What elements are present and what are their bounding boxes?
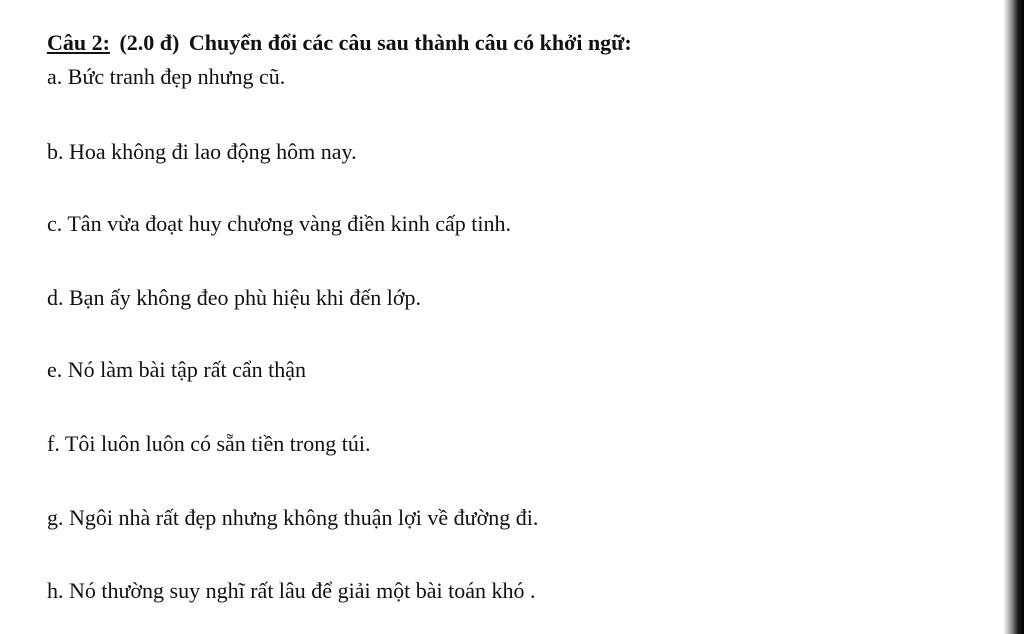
sentence-item-h: h. Nó thường suy nghĩ rất lâu để giải một bài toán khó . — [47, 578, 536, 603]
sentence-item-a: a. Bức tranh đẹp nhưng cũ. — [47, 64, 286, 89]
sentence-item-f: f. Tôi luôn luôn có sẵn tiền trong túi. — [47, 431, 371, 456]
question-instruction: Chuyển đổi các câu sau thành câu có khởi ngữ: — [188, 30, 632, 55]
sentence-item-e: e. Nó làm bài tập rất cẩn thận — [47, 357, 307, 382]
question-header — [47, 28, 632, 58]
screen-edge-shadow — [1004, 0, 1024, 634]
question-number: Câu 2: — [47, 30, 110, 55]
sentence-item-g: g. Ngôi nhà rất đẹp nhưng không thuận lợi về đường đi. — [47, 505, 539, 530]
sentence-item-d: d. Bạn ấy không đeo phù hiệu khi đến lớp. — [47, 285, 421, 310]
sentence-item-c: c. Tân vừa đoạt huy chương vàng điền kinh cấp tinh. — [47, 211, 511, 236]
sentence-item-b: b. Hoa không đi lao động hôm nay. — [47, 139, 357, 164]
question-points: (2.0 đ) — [119, 30, 180, 55]
